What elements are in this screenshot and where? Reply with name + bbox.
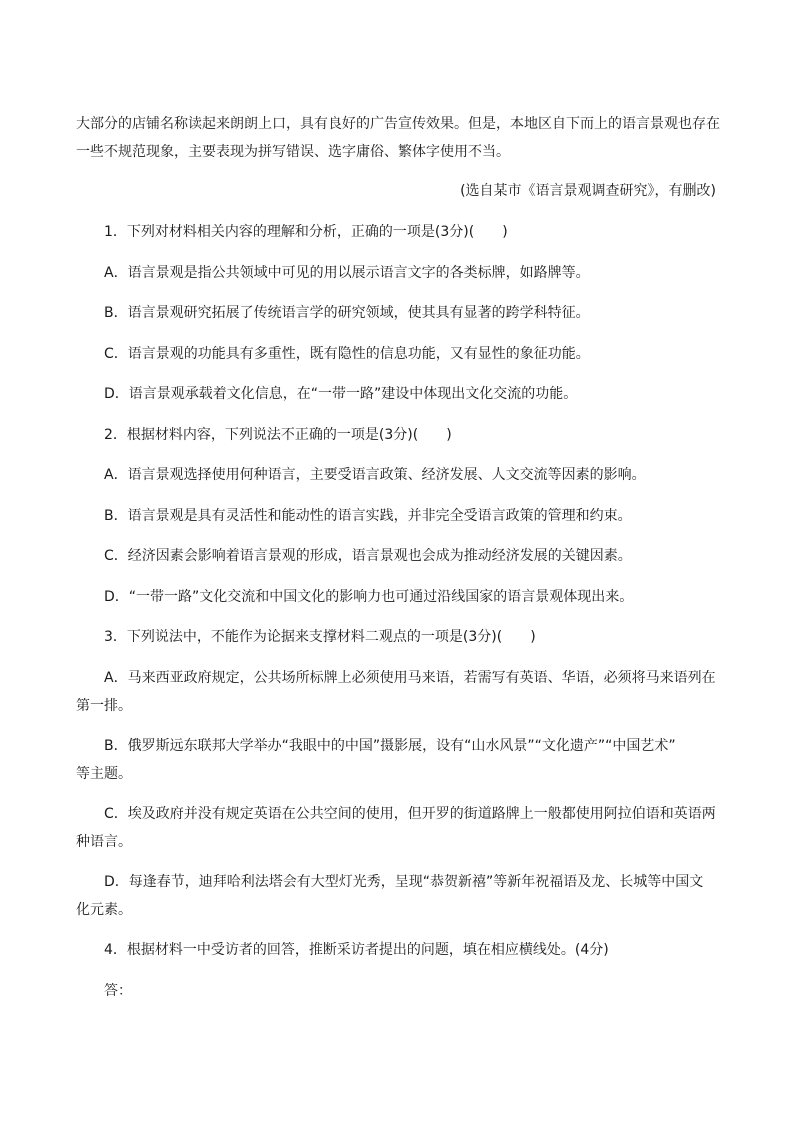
question-3-option-c-line-2: 种语言。 (76, 834, 132, 850)
question-1-option-c: C．语言景观的功能具有多重性，既有隐性的信息功能，又有显性的象征功能。 (104, 346, 590, 362)
question-1-stem: 1．下列对材料相关内容的理解和分析，正确的一项是(3分)( ) (104, 224, 508, 240)
question-3-option-c-line-1: C．埃及政府并没有规定英语在公共空间的使用，但开罗的街道路牌上一般都使用阿拉伯语和英语两 (104, 806, 716, 822)
question-2-option-c: C．经济因素会影响着语言景观的形成，语言景观也会成为推动经济发展的关键因素。 (104, 548, 632, 564)
question-1-option-b: B．语言景观研究拓展了传统语言学的研究领域，使其具有显著的跨学科特征。 (104, 305, 590, 321)
answer-label: 答： (104, 983, 132, 999)
question-3-option-b-line-1: B．俄罗斯远东联邦大学举办“我眼中的中国”摄影展，设有“山水风景”“文化遗产”“中国艺术” (104, 738, 676, 754)
intro-line-1: 大部分的店铺名称读起来朗朗上口，具有良好的广告宣传效果。但是，本地区自下而上的语言景观也存在 (76, 116, 720, 132)
question-1-option-d: D．语言景观承载着文化信息，在“一带一路”建设中体现出文化交流的功能。 (104, 386, 578, 402)
question-2-stem: 2．根据材料内容，下列说法不正确的一项是(3分)( ) (104, 427, 452, 443)
question-3-option-a-line-2: 第一排。 (76, 698, 132, 714)
intro-line-2: 一些不规范现象，主要表现为拼写错误、选字庸俗、繁体字使用不当。 (76, 144, 510, 160)
question-2-option-a: A．语言景观选择使用何种语言，主要受语言政策、经济发展、人文交流等因素的影响。 (104, 467, 646, 483)
source-citation: (选自某市《语言景观调查研究》，有删改) (460, 183, 716, 199)
question-3-option-d-line-2: 化元素。 (76, 902, 132, 918)
question-2-option-d: D．“一带一路”文化交流和中国文化的影响力也可通过沿线国家的语言景观体现出来。 (104, 589, 634, 605)
question-3-option-d-line-1: D．每逢春节，迪拜哈利法塔会有大型灯光秀，呈现“恭贺新禧”等新年祝福语及龙、长城等中国文 (104, 874, 704, 890)
question-3-stem: 3．下列说法中，不能作为论据来支撑材料二观点的一项是(3分)( ) (104, 629, 536, 645)
question-1-option-a: A．语言景观是指公共领域中可见的用以展示语言文字的各类标牌，如路牌等。 (104, 265, 590, 281)
question-3-option-a-line-1: A．马来西亚政府规定，公共场所标牌上必须使用马来语，若需写有英语、华语，必须将马来语列在 (104, 670, 716, 686)
question-3-option-b-line-2: 等主题。 (76, 766, 132, 782)
question-4-stem: 4．根据材料一中受访者的回答，推断采访者提出的问题，填在相应横线处。(4分) (104, 942, 609, 958)
question-2-option-b: B．语言景观是具有灵活性和能动性的语言实践，并非完全受语言政策的管理和约束。 (104, 508, 632, 524)
